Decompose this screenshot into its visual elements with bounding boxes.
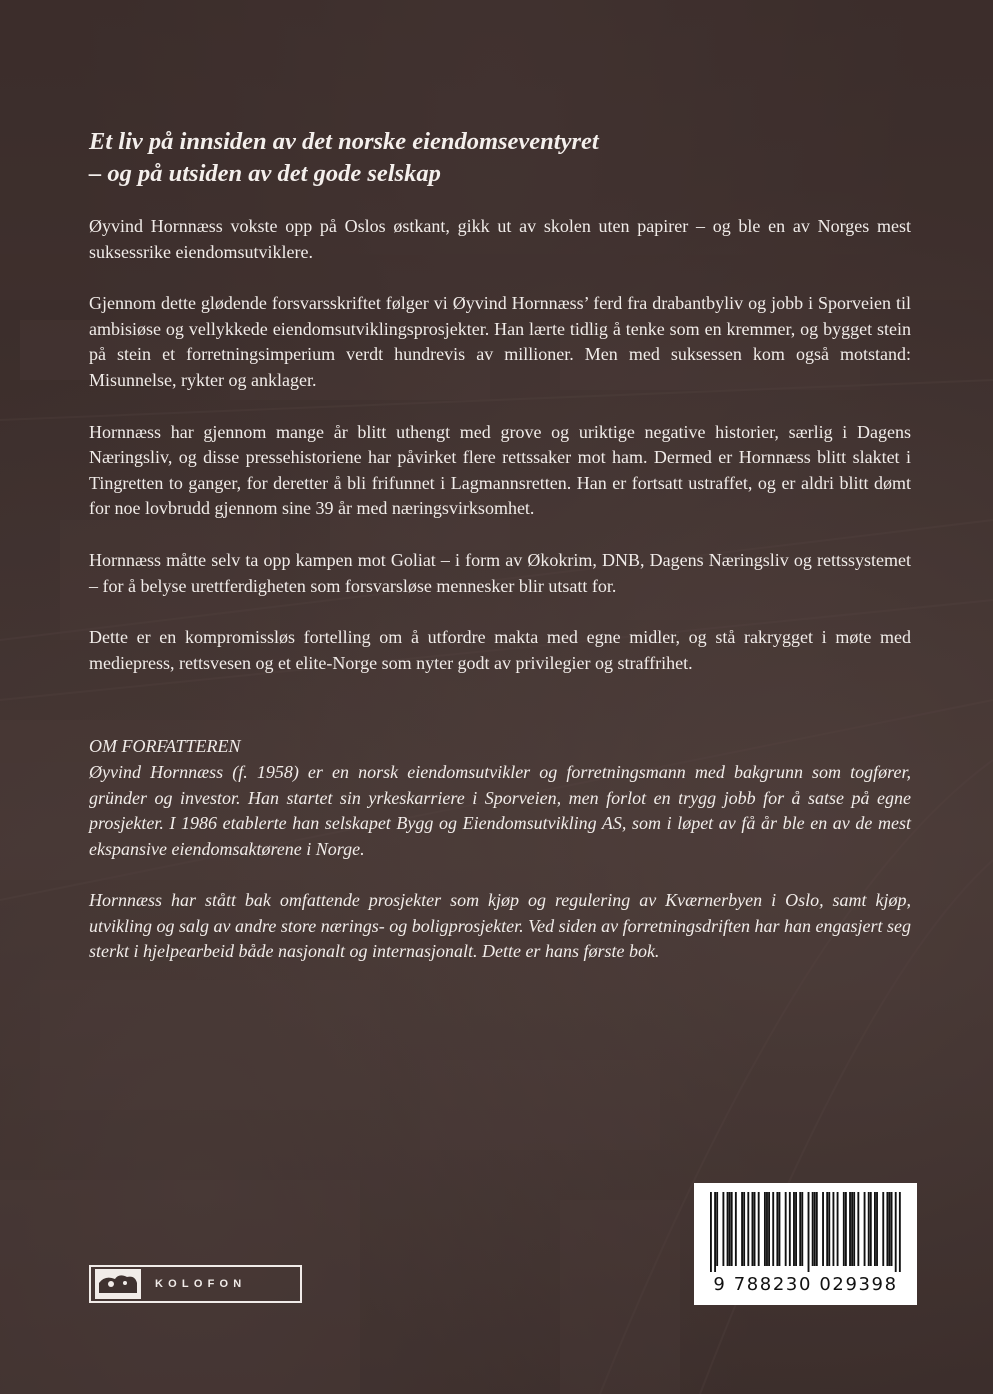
blurb-paragraph-1: Øyvind Hornnæss vokste opp på Oslos østkant, gikk ut av skolen uten papirer – og ble en av Norges mest suksessrike eiendomsutviklere.	[89, 216, 911, 262]
publisher-logo	[89, 1265, 302, 1303]
about-author-paragraph-2: Hornnæss har stått bak omfattende prosjekter som kjøp og regulering av Kværnerbyen i Oslo, samt kjøp, utvikling og salg av andre store nærings- og boligprosjekter. Ved siden av forretningsdriften har han engasjert seg sterkt i hjelpearbeid både nasjonalt og internasjonalt. Dette er hans første bok.	[89, 890, 911, 962]
isbn-barcode	[694, 1183, 917, 1305]
about-author-paragraph-1: Øyvind Hornnæss (f. 1958) er en norsk eiendomsutvikler og forretningsmann med bakgrunn som togfører, gründer og investor. Han startet sin yrkeskarriere i Sporveien, men forlot en trygg jobb for å satse på egne prosjekter. I 1986 etablerte han selskapet Bygg og Eiendomsutvikling AS, som i løpet av få år ble en av de mest ekspansive eiendomsaktørene i Norge.	[89, 761, 911, 859]
headline-line-1: Et liv på innsiden av det norske eiendomseventyret	[89, 128, 599, 155]
blurb-paragraph-5: Dette er en kompromissløs fortelling om å utfordre makta med egne midler, og stå rakrygget i møte med mediepress, rettsvesen og et elite-Norge som nyter godt av privilegier og straffrihet.	[89, 627, 911, 673]
about-author-heading: OM FORFATTEREN	[89, 736, 241, 757]
kolofon-mark-icon	[95, 1269, 141, 1299]
cover-text	[89, 126, 911, 991]
barcode-icon	[710, 1192, 901, 1272]
blurb-paragraph-4: Hornnæss måtte selv ta opp kampen mot Goliat – i form av Økokrim, DNB, Dagens Næringsliv og rettssystemet – for å belyse urettferdigheten som forsvarsløse mennesker blir utsatt for.	[89, 549, 911, 596]
publisher-name: KOLOFON	[155, 1278, 247, 1290]
blurb-paragraph-2: Gjennom dette glødende forsvarsskriftet følger vi Øyvind Hornnæss’ ferd fra drabantbyliv og jobb i Sporveien til ambisiøse og vellykkede eiendomsutviklingsprosjekter. Han lærte tidlig å tenke som en kremmer, og bygget stein på stein et forretningsimperium verdt hundrevis av millioner. Men med suksessen kom også motstand: Misunnelse, rykter og anklager.	[89, 293, 911, 390]
headline-line-2: – og på utsiden av det gode selskap	[89, 160, 441, 187]
isbn-number: 9 788230 029398	[713, 1274, 898, 1295]
blurb-paragraph-3: Hornnæss har gjennom mange år blitt uthengt med grove og uriktige negative historier, særlig i Dagens Næringsliv, og disse pressehistoriene har påvirket flere rettssaker mot ham. Dermed er Hornnæss blitt slaktet i Tingretten to ganger, for deretter å bli frifunnet i Lagmannsretten. Han er fortsatt ustraffet, og er aldri blitt dømt for noe lovbrudd gjennom sine 39 år med næringsvirksomhet.	[89, 421, 911, 519]
headline	[89, 126, 911, 190]
